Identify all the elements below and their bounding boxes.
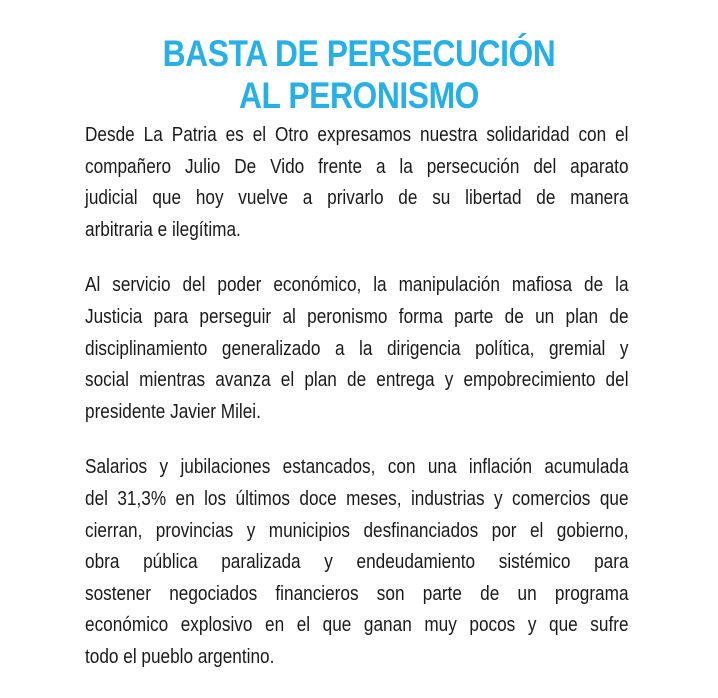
paragraph-line: arbitraria e ilegítima.	[85, 218, 241, 241]
paragraph-3	[85, 452, 629, 673]
paragraph-line: todo el pueblo argentino.	[85, 645, 275, 668]
paragraph-line: presidente Javier Milei.	[85, 400, 261, 423]
paragraph-line: judicial que hoy vuelve a privarlo de su libertad de manera	[85, 187, 629, 210]
statement-body	[85, 120, 629, 698]
paragraph-line: disciplinamiento generalizado a la dirigencia política, gremial y	[85, 337, 629, 360]
paragraph-line: del 31,3% en los últimos doce meses, industrias y comercios que	[85, 487, 629, 510]
paragraph-line: cierran, provincias y municipios desfinanciados por el gobierno,	[85, 519, 629, 542]
paragraph-line: Al servicio del poder económico, la manipulación mafiosa de la	[85, 274, 629, 297]
paragraph-line: obra pública paralizada y endeudamiento sistémico para	[85, 551, 629, 574]
title-line-1: BASTA DE PERSECUCIÓN	[162, 32, 556, 74]
paragraph-line: Desde La Patria es el Otro expresamos nuestra solidaridad con el	[85, 124, 629, 146]
paragraph-line: social mientras avanza el plan de entrega y empobrecimiento del	[85, 369, 629, 392]
title-line-2: AL PERONISMO	[238, 74, 479, 116]
paragraph-line: compañero Julio De Vido frente a la persecución del aparato	[85, 155, 629, 178]
paragraph-1	[85, 120, 629, 246]
paragraph-line: sostener negociados financieros son parte de un programa	[85, 582, 629, 605]
paragraph-2	[85, 270, 629, 428]
paragraph-line: Justicia para perseguir al peronismo forma parte de un plan de	[85, 305, 629, 328]
paragraph-line: económico explosivo en el que ganan muy pocos y que sufre	[85, 614, 629, 637]
statement-title	[50, 33, 667, 117]
paragraph-line: Salarios y jubilaciones estancados, con una inflación acumulada	[85, 456, 629, 479]
